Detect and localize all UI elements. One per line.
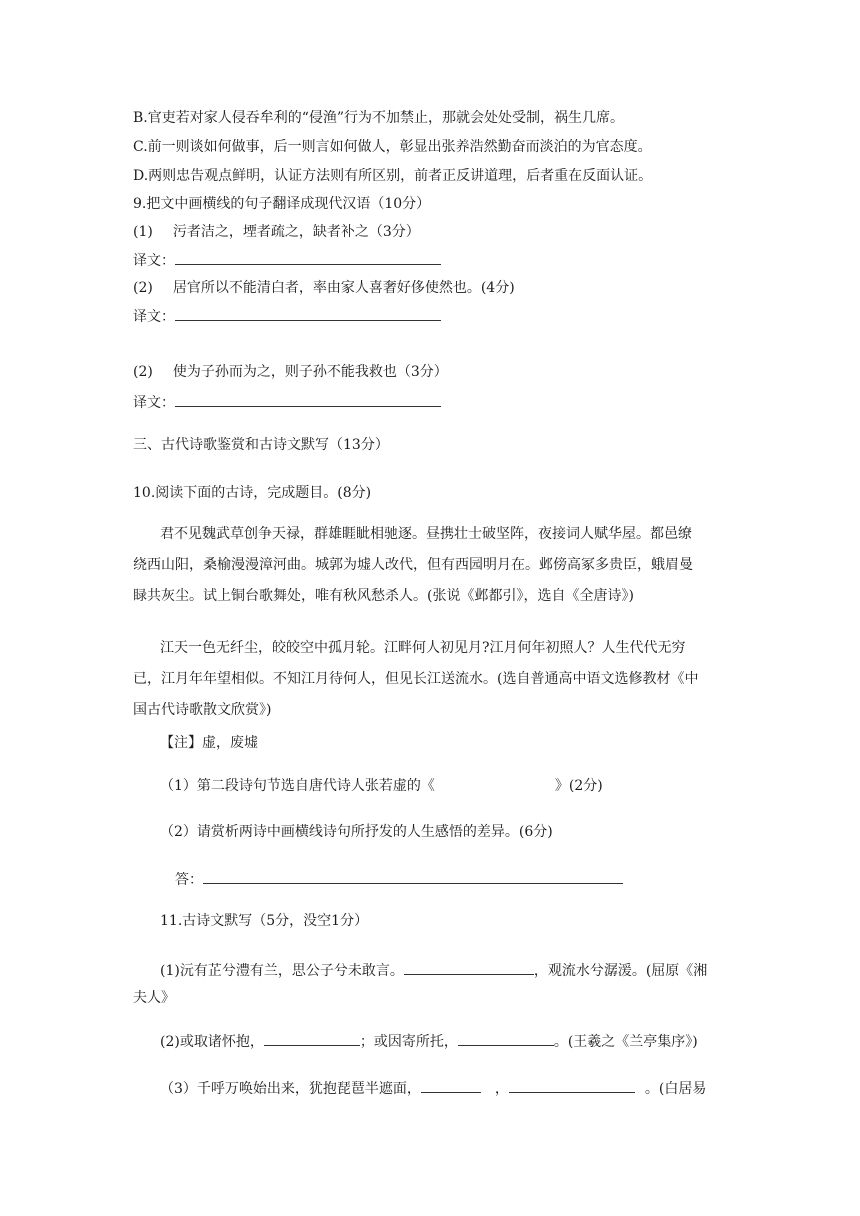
poem-1-line-3: 睩共灰尘。试上铜台歌舞处，唯有秋风愁杀人。(张说《邺都引》，选自《全唐诗》) — [133, 588, 634, 604]
q11-item-1-post: ，观流水兮潺湲。(屈原《湘 — [533, 963, 708, 979]
q11-item-2-mid: ；或因寄所托， — [359, 1034, 458, 1050]
q9-item-3 — [133, 362, 448, 382]
fill-blank[interactable] — [509, 1078, 635, 1093]
answer-blank[interactable] — [175, 306, 441, 321]
q9-item-2-answer — [133, 306, 441, 327]
q9-item-3-num: (2) — [133, 364, 153, 380]
poem-2-line-1: 江天一色无纤尘，皎皎空中孤月轮。江畔何人初见月?江月何年初照人？人生代代无穷 — [160, 640, 686, 656]
section-3-title: 三、古代诗歌鉴赏和古诗文默写（13分） — [133, 437, 389, 453]
q11-item-3-post: 。(白居易 — [644, 1081, 707, 1097]
note: 【注】虚，废墟 — [160, 735, 258, 751]
answer-blank[interactable] — [175, 250, 441, 265]
q11-item-2 — [160, 1031, 698, 1052]
answer-blank[interactable] — [203, 869, 623, 884]
q10-sub-1-pre: （1）第二段诗句节选自唐代诗人张若虚的《 — [160, 778, 435, 794]
q11-item-1-cont: 夫人》 — [133, 990, 175, 1006]
option-c: C.前一则谈如何做事，后一则言如何做人，彰显出张养浩然勤奋而淡泊的为官态度。 — [133, 139, 652, 155]
q11-item-3-mid: ， — [494, 1081, 509, 1097]
q9-item-1-text: 污者洁之，堙者疏之，缺者补之（3分） — [172, 224, 420, 240]
poem-1-line-2: 绕西山阳，桑榆漫漫漳河曲。城郭为墟人改代，但有西园明月在。邺傍高冢多贵臣，蛾眉曼 — [133, 557, 693, 573]
option-b: B.官吏若对家人侵吞牟利的“侵渔”行为不加禁止，那就会处处受制，祸生几席。 — [133, 110, 625, 126]
fill-blank[interactable] — [458, 1031, 554, 1046]
q9-item-2 — [133, 278, 515, 298]
q10-sub-1-post: 》(2分) — [554, 778, 603, 794]
answer-blank[interactable] — [175, 392, 441, 407]
translation-label: 译文： — [133, 395, 175, 411]
q9-item-2-num: (2) — [133, 280, 153, 296]
question-11-title: 11.古诗文默写（5分，没空1分） — [160, 913, 369, 929]
question-9-title: 9.把文中画横线的句子翻译成现代汉语（10分） — [133, 196, 431, 212]
q10-answer — [175, 869, 623, 890]
q11-item-1-pre: (1)沅有芷兮澧有兰，思公子兮未敢言。 — [160, 963, 404, 979]
translation-label: 译文： — [133, 309, 175, 325]
translation-label: 译文： — [133, 253, 175, 269]
question-10-title: 10.阅读下面的古诗，完成题目。(8分) — [133, 485, 372, 501]
q9-item-2-text: 居官所以不能清白者，率由家人喜奢好侈使然也。(4分) — [172, 280, 515, 296]
poem-2-line-3: 国古代诗歌散文欣赏》) — [133, 702, 272, 718]
fill-blank[interactable] — [404, 960, 534, 975]
q11-item-2-pre: (2)或取诸怀抱， — [160, 1034, 264, 1050]
q10-sub-2: （2）请赏析两诗中画横线诗句所抒发的人生感悟的差异。(6分) — [160, 824, 553, 840]
q9-item-1 — [133, 222, 420, 242]
fill-blank[interactable] — [421, 1078, 481, 1093]
q11-item-1 — [160, 960, 707, 981]
q11-item-2-post: 。(王羲之《兰亭集序》) — [553, 1034, 698, 1050]
answer-label: 答： — [175, 872, 203, 888]
option-d: D.两则忠告观点鲜明，认证方法则有所区别，前者正反讲道理，后者重在反面认证。 — [133, 168, 653, 184]
q10-sub-1 — [160, 776, 603, 796]
q9-item-3-text: 使为子孙而为之，则子孙不能我救也（3分） — [172, 364, 448, 380]
q11-item-3-pre: （3）千呼万唤始出来，犹抱琵琶半遮面， — [160, 1081, 421, 1097]
q9-item-3-answer — [133, 392, 441, 413]
q9-item-1-answer — [133, 250, 441, 271]
poem-2-line-2: 已，江月年年望相似。不知江月待何人，但见长江送流水。(选自普通高中语文选修教材《中 — [133, 671, 699, 687]
q11-item-3 — [160, 1078, 706, 1099]
fill-blank[interactable] — [264, 1031, 360, 1046]
poem-1-line-1: 君不见魏武草创争天禄，群雄睚眦相驰逐。昼携壮士破坚阵，夜接词人赋华屋。都邑缭 — [160, 526, 692, 542]
q9-item-1-num: (1) — [133, 224, 153, 240]
